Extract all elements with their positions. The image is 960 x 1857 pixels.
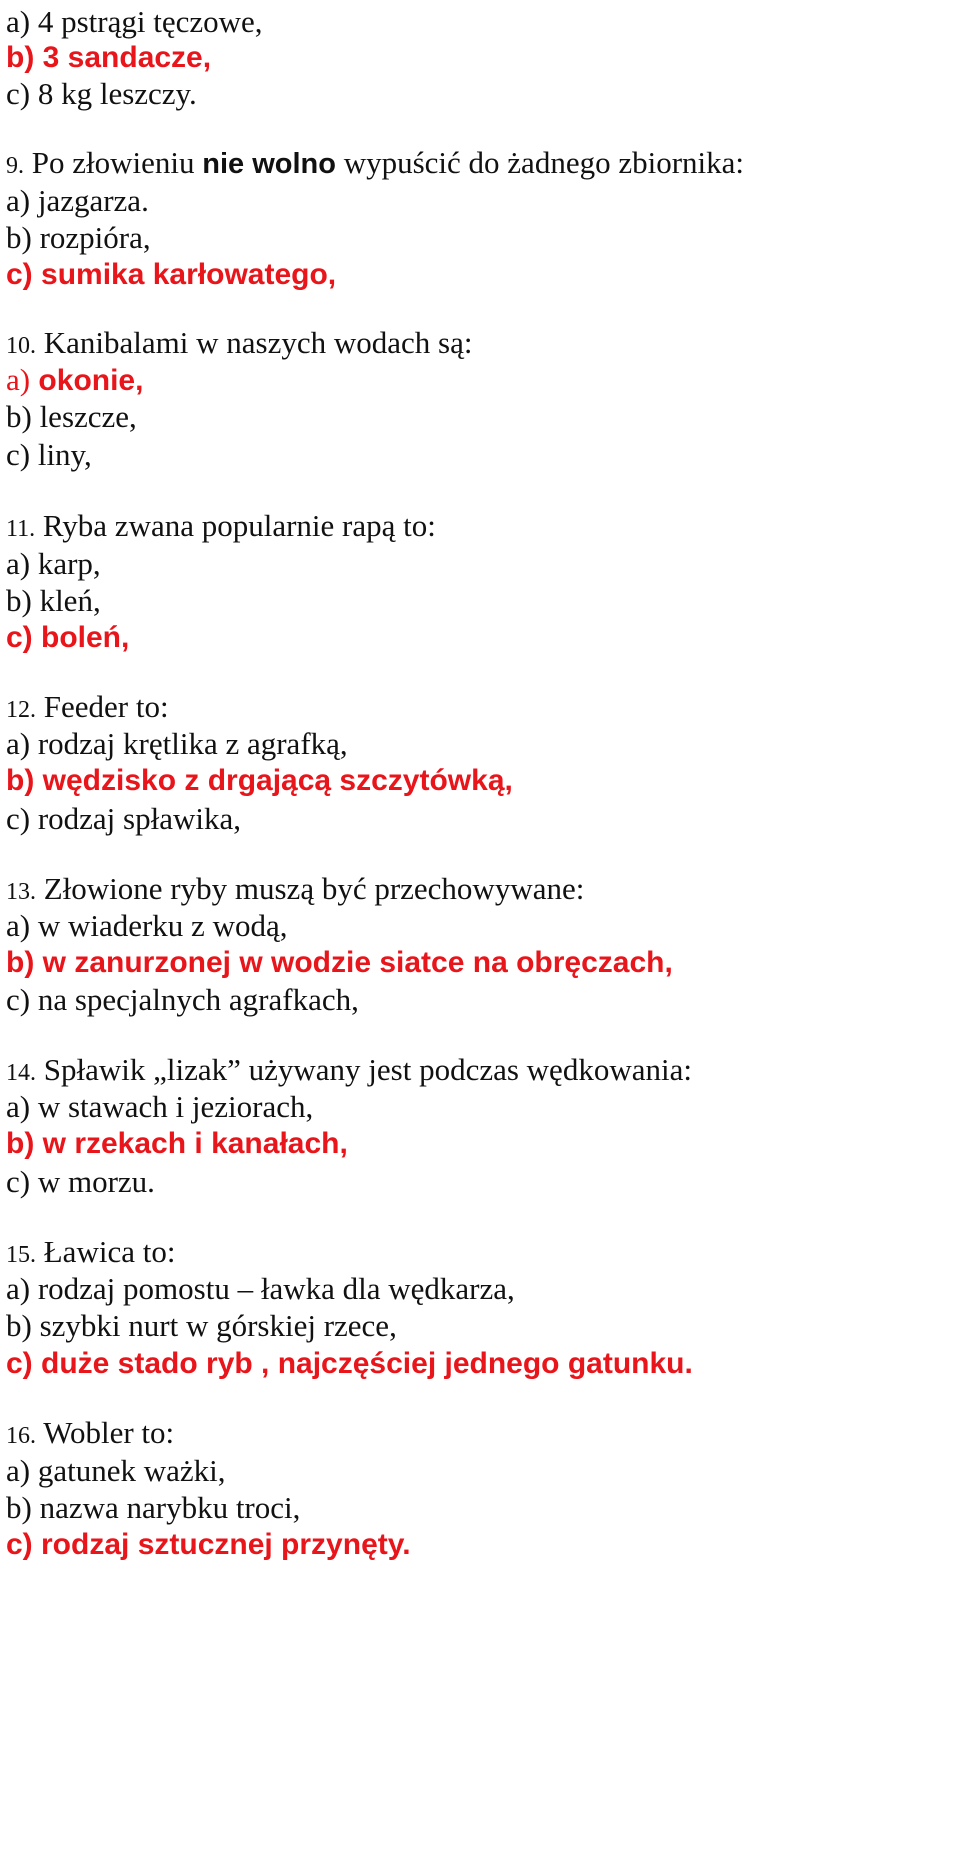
q13-text: Złowione ryby muszą być przechowywane: bbox=[36, 871, 585, 906]
q16-option-a: a) gatunek ważki, bbox=[6, 1453, 226, 1488]
q9-question bbox=[6, 143, 744, 186]
q11-option-c-correct: c) boleń, bbox=[6, 621, 130, 654]
q8-option-a: a) 4 pstrągi tęczowe, bbox=[6, 4, 263, 39]
q10-option-b: b) leszcze, bbox=[6, 399, 137, 434]
q13-option-b-correct: b) w zanurzonej w wodzie siatce na obręczach, bbox=[6, 946, 673, 979]
q9-number: 9. bbox=[6, 153, 24, 179]
q14-option-c: c) w morzu. bbox=[6, 1164, 155, 1199]
q11-question bbox=[6, 506, 436, 549]
q16-option-c-correct: c) rodzaj sztucznej przynęty. bbox=[6, 1528, 411, 1561]
q15-option-a: a) rodzaj pomostu – ławka dla wędkarza, bbox=[6, 1271, 515, 1306]
q8-option-b-correct: b) 3 sandacze, bbox=[6, 41, 212, 74]
q10-option-a-text: okonie, bbox=[30, 364, 144, 397]
q9-option-c-correct: c) sumika karłowatego, bbox=[6, 258, 337, 291]
q9-text-post: wypuścić do żadnego zbiornika: bbox=[335, 145, 745, 180]
q12-option-b-correct: b) wędzisko z drgającą szczytówką, bbox=[6, 764, 513, 797]
q16-option-b: b) nazwa narybku troci, bbox=[6, 1490, 301, 1525]
q13-option-a: a) w wiaderku z wodą, bbox=[6, 908, 288, 943]
q11-text: Ryba zwana popularnie rapą to: bbox=[35, 508, 436, 543]
q15-text: Ławica to: bbox=[36, 1234, 176, 1269]
q10-number: 10. bbox=[6, 333, 36, 359]
q9-option-b: b) rozpióra, bbox=[6, 220, 151, 255]
q12-text: Feeder to: bbox=[36, 689, 169, 724]
q10-text: Kanibalami w naszych wodach są: bbox=[36, 325, 473, 360]
q9-text-pre: Po złowieniu bbox=[24, 145, 203, 180]
q15-number: 15. bbox=[6, 1242, 36, 1268]
q12-number: 12. bbox=[6, 697, 36, 723]
q11-number: 11. bbox=[6, 516, 36, 542]
q16-number: 16. bbox=[6, 1423, 36, 1449]
q14-number: 14. bbox=[6, 1060, 36, 1086]
q13-option-c: c) na specjalnych agrafkach, bbox=[6, 982, 359, 1017]
q9-option-a: a) jazgarza. bbox=[6, 183, 149, 218]
q14-option-a: a) w stawach i jeziorach, bbox=[6, 1089, 314, 1124]
q12-option-c: c) rodzaj spławika, bbox=[6, 801, 241, 836]
q11-option-b: b) kleń, bbox=[6, 583, 101, 618]
q16-text: Wobler to: bbox=[36, 1415, 175, 1450]
q12-option-a: a) rodzaj krętlika z agrafką, bbox=[6, 726, 348, 761]
q11-option-a: a) karp, bbox=[6, 546, 101, 581]
q10-option-a-prefix: a) bbox=[6, 362, 31, 397]
q8-option-c: c) 8 kg leszczy. bbox=[6, 76, 197, 111]
q16-question bbox=[6, 1413, 174, 1456]
q14-text: Spławik „lizak” używany jest podczas wędkowania: bbox=[36, 1052, 692, 1087]
q10-option-a-correct bbox=[6, 360, 143, 401]
q15-option-c-correct: c) duże stado ryb , najczęściej jednego gatunku. bbox=[6, 1347, 693, 1380]
q10-option-c: c) liny, bbox=[6, 437, 92, 472]
q14-option-b-correct: b) w rzekach i kanałach, bbox=[6, 1127, 348, 1160]
q9-emphasis: nie wolno bbox=[202, 148, 336, 180]
q13-number: 13. bbox=[6, 879, 36, 905]
q15-option-b: b) szybki nurt w górskiej rzece, bbox=[6, 1308, 397, 1343]
